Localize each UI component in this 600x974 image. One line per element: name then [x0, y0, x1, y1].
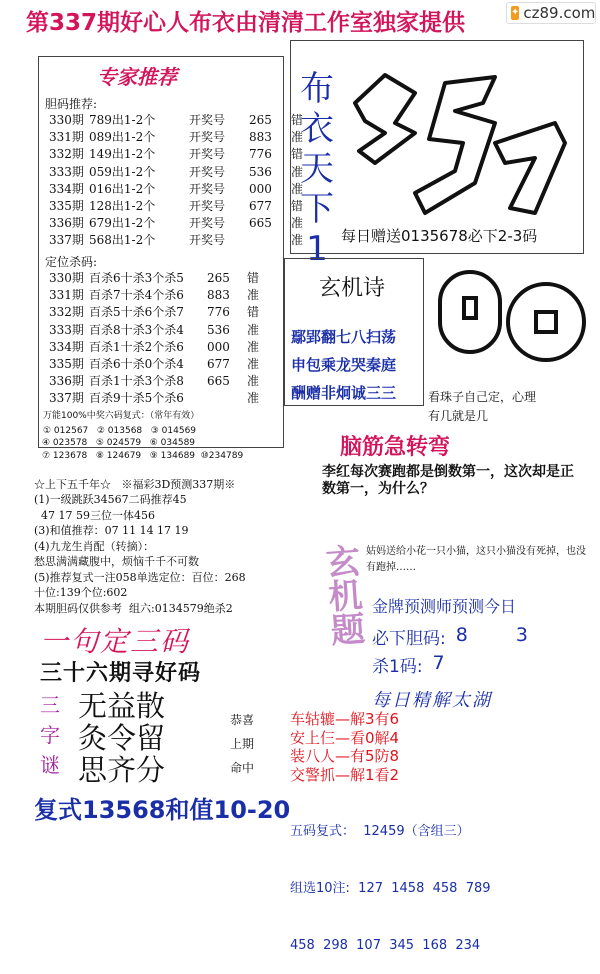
dan-cell-code: 568出1-2个 — [89, 233, 156, 248]
forecast-line: 愁思满满藏腹中，烦恼千千不可数 — [34, 555, 199, 568]
dan-cell-issue: 336期 — [49, 216, 84, 231]
dan-title: 胆码推荐: — [45, 97, 98, 111]
forecast-line: 十位:139个位:602 — [34, 586, 128, 599]
kill-row — [49, 390, 277, 407]
kill-cell-issue: 333期 — [49, 322, 84, 337]
kill-cell-res: 错 — [247, 305, 260, 320]
buyi-char: 衣 — [300, 109, 334, 149]
dan-cell-label: 开奖号 — [189, 147, 226, 162]
gold-kill-label: 杀1码: — [372, 657, 423, 677]
kill-cell-code: 百杀9十杀5个杀6 — [89, 391, 184, 406]
kill-row — [49, 373, 277, 390]
dan-cell-res: 错 — [291, 198, 304, 213]
dan-cell-label: 开奖号 — [189, 164, 226, 179]
dan-row — [49, 164, 321, 181]
kill-row — [49, 287, 277, 304]
kill-cell-code: 百杀8十杀3个杀4 — [89, 322, 184, 337]
dan-row — [49, 181, 321, 198]
taihu-red-line: 安上仨—看0解4 — [290, 728, 400, 747]
forecast-line: (5)推荐复式一注058单选定位：百位：268 — [34, 570, 246, 584]
yiju-big-line: 无益散 — [78, 689, 166, 723]
kill-cell-res: 准 — [247, 391, 260, 406]
kill-cell-num — [207, 390, 247, 407]
yiju-big-lines — [78, 690, 165, 786]
riddle-text: 姑妈送给小花一只小猫，这只小猫没有死掉，也没有跑掉…… — [366, 546, 586, 573]
wanneng-row: ⑦ 123678 ⑧ 124679 ⑨ 134689 ⑩234789 — [42, 451, 244, 461]
yiju-small-line: 恭喜 — [230, 713, 255, 727]
dan-cell-code: 089出1-2个 — [89, 130, 156, 145]
dan-cell-num: 883 — [249, 130, 272, 145]
taihu-blue — [290, 784, 491, 974]
taihu-red-line: 车轱辘—解3有6 — [290, 710, 400, 728]
kill-cell-issue: 331期 — [49, 288, 84, 303]
dan-cell-num: 265 — [249, 113, 272, 127]
forecast-lines — [34, 492, 246, 616]
kill-cell-num: 000 — [207, 339, 230, 354]
wanneng-row: ① 012567 ② 013568 ③ 014569 — [43, 426, 197, 436]
kill-cell-issue: 336期 — [49, 374, 84, 389]
kill-cell-issue: 334期 — [49, 339, 84, 354]
dan-cell-issue: 330期 — [49, 113, 84, 127]
riddle-vertical-text: 玄机题 — [318, 542, 366, 648]
watermark-text: cz89.com — [523, 4, 596, 22]
kill-cell-code: 百杀6十杀0个杀4 — [89, 356, 184, 371]
dan-cell-label: 开奖号 — [189, 216, 226, 231]
poem-line: 鄢郢翻七八扫荡 — [291, 328, 397, 346]
kill-row — [49, 304, 277, 321]
kill-row — [49, 356, 277, 373]
dan-cell-label: 开奖号 — [189, 233, 226, 248]
dan-cell-res: 准 — [291, 233, 304, 248]
expert-panel — [38, 56, 304, 448]
dan-cell-issue: 335期 — [49, 198, 84, 213]
page-title: 第337期好心人布衣由清清工作室独家提供 — [26, 10, 466, 36]
gold-kill-value: 7 — [432, 652, 445, 674]
forecast-panel — [30, 472, 310, 615]
dan-cell-num: 536 — [249, 164, 272, 179]
buyi-panel — [290, 40, 584, 269]
dan-row — [49, 112, 321, 129]
forecast-line: (1)一级跳跃34567二码推荐45 — [34, 493, 187, 506]
taihu-red-line: 交警抓—解1看2 — [290, 765, 400, 784]
dan-row — [49, 146, 321, 163]
kill-cell-issue: 332期 — [49, 305, 84, 320]
dan-cell-num: 665 — [249, 216, 272, 231]
taihu-blue-line: 五码复式： 12459（含组三） — [290, 824, 470, 839]
yiju-big-line: 灸令留 — [78, 721, 166, 755]
dan-row — [49, 215, 321, 232]
yiju-small-line: 命中 — [230, 761, 255, 775]
dan-cell-code: 789出1-2个 — [89, 113, 156, 127]
dan-cell-res: 准 — [291, 130, 304, 145]
taihu-ribbon: 每日精解太湖 — [372, 690, 492, 711]
yiju-subtitle-box — [30, 656, 284, 688]
dan-cell-res: 准 — [291, 164, 304, 179]
buyi-char: 布 — [300, 69, 334, 109]
dan-cell-res: 错 — [291, 113, 304, 127]
dan-cell-code: 128出1-2个 — [89, 198, 156, 213]
kill-cell-res: 准 — [247, 356, 260, 371]
kill-cell-issue: 330期 — [49, 271, 84, 285]
taihu-red — [290, 710, 399, 784]
yiju-subtitle: 三十六期寻好码 — [40, 661, 202, 686]
yiju-side — [40, 690, 62, 780]
riddle-vertical — [318, 542, 366, 648]
yiju-small-line: 上期 — [230, 737, 255, 751]
kill-cell-code: 百杀1十杀3个杀8 — [89, 374, 184, 389]
brain-ribbon: 脑筋急转弯 — [340, 435, 451, 460]
buyi-daily: 每日赠送0135678必下2-3码 — [341, 227, 538, 245]
buyi-char: 1 — [306, 229, 328, 269]
header-bar — [0, 0, 600, 34]
kill-cell-res: 错 — [247, 271, 260, 285]
kill-cell-num: 677 — [207, 356, 230, 371]
forecast-title: ☆上下五千年☆ ※福彩3D预测337期※ — [34, 478, 236, 491]
kill-cell-num: 883 — [207, 288, 230, 303]
dan-cell-label: 开奖号 — [189, 181, 226, 196]
dan-cell-issue: 334期 — [49, 181, 84, 196]
dan-cell-res: 准 — [291, 216, 304, 231]
kill-cell-res: 准 — [247, 322, 260, 337]
dan-cell-num: 677 — [249, 198, 272, 213]
yiju-riddle-box — [68, 690, 214, 788]
dan-cell-label: 开奖号 — [189, 130, 226, 145]
dan-cell-code: 016出1-2个 — [89, 181, 156, 196]
kill-cell-num: 536 — [207, 322, 230, 337]
brain-panel — [316, 458, 580, 526]
expert-ribbon: 专家推荐 — [97, 65, 177, 89]
dan-cell-label: 开奖号 — [189, 198, 226, 213]
gold-dan-value: 8 — [455, 624, 468, 646]
big-25-graphic — [345, 63, 577, 223]
poem-note-line: 有几就是几 — [428, 409, 489, 423]
dan-cell-code: 679出1-2个 — [89, 216, 156, 231]
forecast-line: (4)九龙生肖配（转摘）： — [34, 539, 155, 553]
dan-cell-code: 059出1-2个 — [89, 164, 156, 179]
poem-lines — [291, 323, 396, 407]
kill-title: 定位杀码: — [45, 255, 98, 269]
taihu-blue-line: 组选10注: 127 1458 458 789 — [290, 881, 491, 896]
buyi-vertical — [297, 69, 337, 269]
gold-dan-row — [372, 624, 528, 649]
dan-row — [49, 129, 321, 146]
dan-row — [49, 232, 321, 249]
dan-cell-label: 开奖号 — [189, 113, 226, 127]
kill-cell-res: 准 — [247, 374, 260, 389]
dan-cell-res: 错 — [291, 147, 304, 162]
forecast-line: (3)和值推荐：07 11 14 17 19 — [34, 524, 189, 537]
kill-cell-res: 准 — [247, 288, 260, 303]
wanneng-title: 万能100%中奖六码复式：（常年有效） — [43, 411, 200, 421]
dan-cell-num — [249, 232, 291, 249]
poem-panel — [284, 258, 424, 406]
dan-cell-issue: 337期 — [49, 233, 84, 248]
dan-cell-num: 776 — [249, 147, 272, 162]
gold-dan-value: 3 — [515, 624, 528, 646]
gold-dan-label: 必下胆码: — [372, 629, 446, 649]
coins-graphic — [430, 262, 590, 380]
poem-title: 玄机诗 — [319, 276, 386, 301]
brain-text: 李红每次赛跑都是倒数第一，这次却是正数第一，为什么？ — [322, 464, 574, 497]
gold-kill-row — [372, 652, 445, 677]
kill-cell-num: 776 — [207, 305, 230, 320]
poem-line: 申包乘龙哭秦庭 — [291, 356, 397, 374]
kill-cell-num: 665 — [207, 374, 230, 389]
kill-cell-code: 百杀7十杀4个杀6 — [89, 288, 184, 303]
yiju-side-char: 字 — [40, 723, 60, 747]
poem-line: 酬赠非炯诚三三 — [291, 384, 397, 402]
kill-row — [49, 339, 277, 356]
dan-cell-issue: 333期 — [49, 164, 84, 179]
kill-table — [49, 270, 277, 408]
gold-title: 金牌预测师预测今日 — [372, 597, 517, 616]
yiju-ribbon: 一句定三码 — [40, 625, 191, 658]
site-logo-icon: ✦ — [511, 7, 520, 18]
forecast-line: 本期胆码仅供参考 组六:0134579绝杀2 — [34, 601, 233, 615]
kill-cell-num: 265 — [207, 271, 230, 285]
poem-note — [428, 388, 536, 426]
forecast-line: 47 17 59三位一体456 — [34, 508, 155, 522]
yiju-side-char: 谜 — [40, 753, 60, 777]
fushi-text: 复式13568和值10-20 — [34, 796, 291, 824]
kill-cell-issue: 335期 — [49, 356, 84, 371]
kill-cell-code: 百杀5十杀6个杀7 — [89, 305, 184, 320]
yiju-side-char: 三 — [40, 693, 60, 717]
taihu-red-line: 装八人—有5防8 — [290, 747, 400, 765]
dan-cell-issue: 331期 — [49, 130, 84, 145]
yiju-big-line: 思齐分 — [78, 753, 166, 787]
yiju-small — [230, 708, 254, 780]
kill-row — [49, 270, 277, 287]
dan-cell-res: 准 — [291, 181, 304, 196]
kill-cell-res: 准 — [247, 339, 260, 354]
buyi-char: 下 — [300, 189, 334, 229]
kill-cell-code: 百杀6十杀3个杀5 — [89, 271, 184, 285]
buyi-char: 天 — [300, 149, 334, 189]
watermark-badge[interactable] — [506, 2, 596, 24]
dan-cell-code: 149出1-2个 — [89, 147, 156, 162]
dan-row — [49, 198, 321, 215]
poem-note-line: 看珠子自己定，心理 — [428, 390, 537, 404]
dan-cell-num: 000 — [249, 181, 272, 196]
kill-row — [49, 322, 277, 339]
wanneng-row: ④ 023578 ⑤ 024579 ⑥ 034589 — [42, 438, 196, 448]
dan-cell-issue: 332期 — [49, 147, 84, 162]
kill-cell-code: 百杀1十杀2个杀6 — [89, 339, 184, 354]
kill-cell-issue: 337期 — [49, 391, 84, 406]
dan-table — [49, 112, 321, 250]
taihu-blue-line: 458 298 107 345 168 234 — [290, 938, 481, 953]
